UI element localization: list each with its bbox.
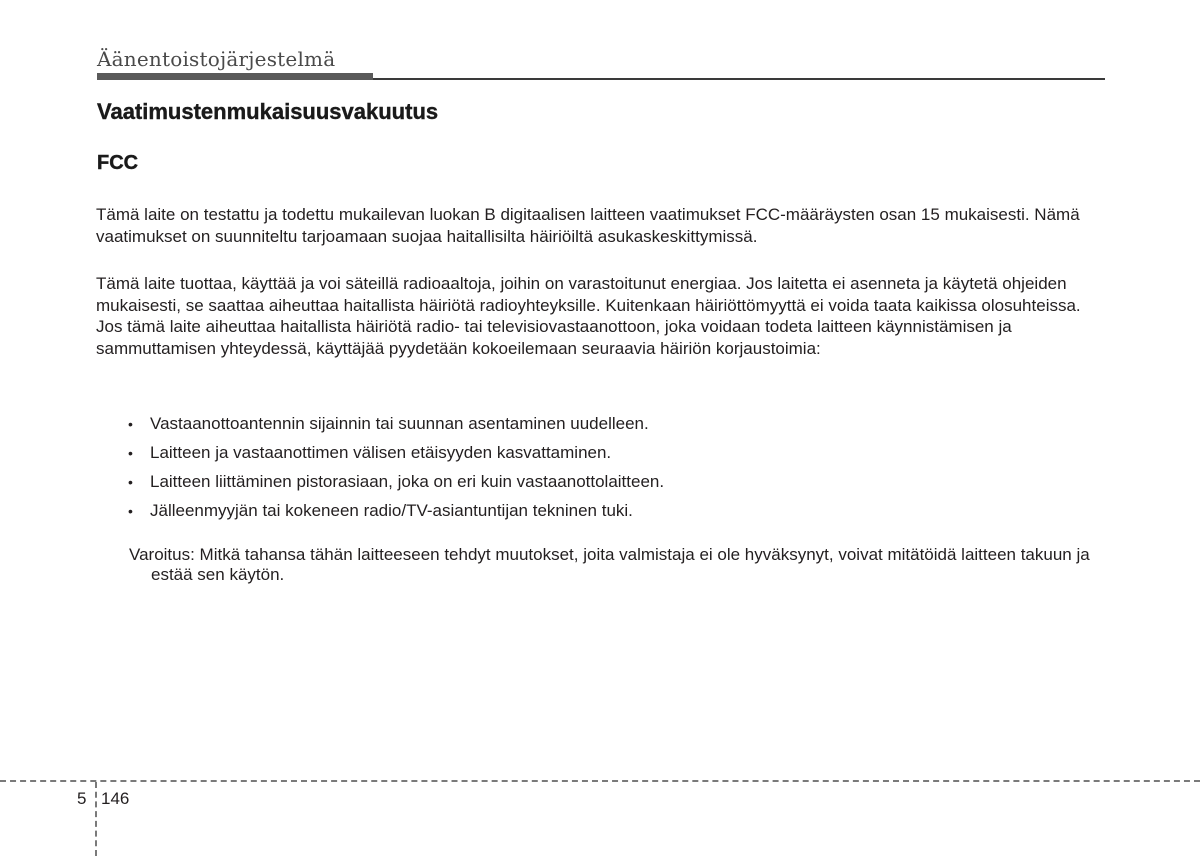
list-item-text: Vastaanottoantennin sijainnin tai suunnan asentaminen uudelleen.: [150, 414, 649, 433]
bullet-icon: •: [128, 474, 133, 490]
list-item-text: Laitteen ja vastaanottimen välisen etäisyyden kasvattaminen.: [150, 443, 612, 462]
list-item: [128, 442, 664, 471]
paragraph-interference: Tämä laite tuottaa, käyttää ja voi säteillä radioaaltoja, joihin on varastoitunut energiaa. Jos laitetta ei asenneta ja käytetä ohjeiden mukaisesti, se saattaa aiheuttaa haitallista häiriötä radioyhteyksille. Kuitenkaan häiriöttömyyttä ei voida taata kaikissa olosuhteissa. Jos tämä laite aiheuttaa haitallista häiriötä radio- tai televisiovastaanottoon, joka voidaan todeta laitteen käynnistämisen ja sammuttamisen yhteydessä, käyttäjää pyydetään kokoeilemaan seuraavia häiriön korjaustoimia:: [96, 274, 1081, 358]
header-rule-thin: [373, 78, 1105, 80]
list-item: [128, 471, 664, 500]
footer-divider: [0, 780, 1200, 782]
bullet-icon: •: [128, 416, 133, 432]
list-item: [128, 413, 664, 442]
bullet-icon: •: [128, 445, 133, 461]
list-item: [128, 500, 664, 529]
section-subtitle: FCC: [97, 152, 139, 174]
list-item-text: Jälleenmyyjän tai kokeneen radio/TV-asiantuntijan tekninen tuki.: [150, 501, 633, 520]
section-title: Vaatimustenmukaisuusvakuutus: [97, 99, 439, 124]
corrective-measures-list: [128, 413, 664, 529]
page-number: 146: [101, 789, 130, 808]
paragraph-intro: Tämä laite on testattu ja todettu mukailevan luokan B digitaalisen laitteen vaatimukset FCC-määräysten osan 15 mukaisesti. Nämä vaatimukset on suunniteltu tarjoamaan suojaa haitallisilta häiriöiltä asukaskeskittymissä.: [96, 205, 1080, 246]
warning-note: Varoitus: Mitkä tahansa tähän laitteeseen tehdyt muutokset, joita valmistaja ei ole hyväksynyt, voivat mitätöidä laitteen takuun ja estää sen käytön.: [129, 545, 1090, 584]
header-rule-thick: [97, 73, 373, 80]
chapter-title: Äänentoistojärjestelmä: [97, 47, 336, 71]
bullet-icon: •: [128, 503, 133, 519]
footer-vertical-divider: [95, 782, 97, 856]
chapter-number: 5: [77, 789, 87, 808]
list-item-text: Laitteen liittäminen pistorasiaan, joka on eri kuin vastaanottolaitteen.: [150, 472, 665, 491]
